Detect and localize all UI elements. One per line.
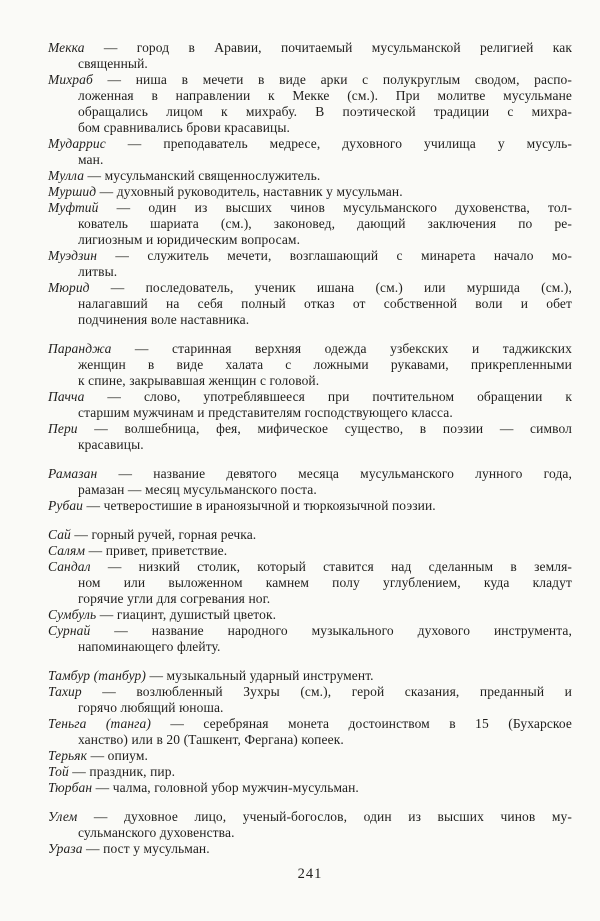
entry-definition-start: духовный руководитель, наставник у мусульман. xyxy=(116,184,403,199)
glossary-entry xyxy=(48,498,572,514)
entry-line: подчинения воле наставника. xyxy=(78,312,250,327)
entry-first-line xyxy=(48,527,572,543)
em-dash-separator: — xyxy=(84,389,144,404)
entry-definition-start: привет, приветствие. xyxy=(105,543,228,558)
entry-definition-start: один из высших чинов мусульманского духовенства, тол- xyxy=(148,200,572,215)
entry-first-line xyxy=(48,498,572,514)
entry-term: Той xyxy=(48,764,69,779)
entry-first-line xyxy=(48,466,572,482)
em-dash-separator: — xyxy=(97,466,154,481)
entry-definition-start: слово, употреблявшееся при почтительном обращении к xyxy=(143,389,572,404)
entry-first-line xyxy=(48,200,572,216)
entry-definition-start: старинная верхняя одежда узбекских и таджикских xyxy=(172,341,572,356)
glossary-entry xyxy=(48,716,572,748)
entry-line: сульманского духовенства. xyxy=(78,825,235,840)
em-dash-separator: — xyxy=(96,184,117,199)
entry-term: Сурнай xyxy=(48,623,91,638)
em-dash-separator: — xyxy=(87,748,108,763)
entry-line: старшим мужчинам и представителям господствующего класса. xyxy=(78,405,453,420)
entry-definition-start: пост у мусульман. xyxy=(103,841,210,856)
entry-line: к спине, закрывавшая женщин с головой. xyxy=(78,373,320,388)
em-dash-separator: — xyxy=(68,764,90,779)
entry-term: Улем xyxy=(48,809,78,824)
glossary-entry xyxy=(48,248,572,280)
entry-first-line xyxy=(48,623,572,639)
entry-term: Мулла xyxy=(48,168,85,183)
entry-definition-start: опиум. xyxy=(107,748,148,763)
glossary-entry xyxy=(48,543,572,559)
entry-term: Пачча xyxy=(48,389,85,404)
entry-line: священный. xyxy=(78,56,148,71)
entry-line: напоминающего флейту. xyxy=(78,639,221,654)
em-dash-separator: — xyxy=(89,280,146,295)
entry-term: Тахир xyxy=(48,684,82,699)
entry-line: ном или выложенном камнем полу углублением, куда кладут xyxy=(78,575,572,590)
entry-first-line xyxy=(48,184,572,200)
em-dash-separator: — xyxy=(145,668,167,683)
glossary-entry xyxy=(48,668,572,684)
em-dash-separator: — xyxy=(92,72,136,87)
em-dash-separator: — xyxy=(70,527,92,542)
entry-definition-start: горный ручей, горная речка. xyxy=(91,527,257,542)
entry-first-line xyxy=(48,764,572,780)
entry-first-line xyxy=(48,716,572,732)
glossary-entry xyxy=(48,421,572,453)
em-dash-separator: — xyxy=(83,498,104,513)
entry-line: горячо любящий юноша. xyxy=(78,700,224,715)
glossary-entry xyxy=(48,72,572,136)
entry-first-line xyxy=(48,841,572,857)
entry-first-line xyxy=(48,780,572,796)
entry-first-line xyxy=(48,168,572,184)
em-dash-separator: — xyxy=(92,780,113,795)
entry-line: налагавший на себя полный отказ от собственной воли и обет xyxy=(78,296,572,311)
entry-line: ханство) или в 20 (Ташкент, Фергана) копеек. xyxy=(78,732,344,747)
glossary-entry xyxy=(48,40,572,72)
entry-line: ложенная в направлении к Мекке (см.). При молитве мусульмане xyxy=(78,88,572,103)
entry-line: бом сравнивались брови красавицы. xyxy=(78,120,290,135)
entry-definition-start: название народного музыкального духового инструмента, xyxy=(151,623,572,638)
entry-line: красавицы. xyxy=(78,437,144,452)
entry-term: Рубаи xyxy=(48,498,84,513)
glossary-entry xyxy=(48,764,572,780)
entry-definition-start: служитель мечети, возглашающий с минарета начало мо- xyxy=(147,248,572,263)
entry-definition-start: серебряная монета достоинством в 15 (Бухарское xyxy=(203,716,572,731)
em-dash-separator: — xyxy=(77,809,124,824)
entry-term: Муршид xyxy=(48,184,97,199)
glossary-group xyxy=(48,668,572,796)
entry-definition-start: гиацинт, душистый цветок. xyxy=(116,607,277,622)
glossary-entry xyxy=(48,748,572,764)
glossary-entry xyxy=(48,184,572,200)
glossary-group xyxy=(48,466,572,514)
entry-line: женщин в виде халата с ложными рукавами, прикрепленными xyxy=(78,357,572,372)
entry-first-line xyxy=(48,389,572,405)
entry-first-line xyxy=(48,280,572,296)
glossary-entry xyxy=(48,623,572,655)
glossary-list xyxy=(48,40,572,857)
glossary-entry xyxy=(48,168,572,184)
entry-term: Мекка xyxy=(48,40,85,55)
entry-first-line xyxy=(48,684,572,700)
entry-line: обращались лицом к михрабу. В поэтической традиции с михра- xyxy=(78,104,572,119)
glossary-group xyxy=(48,341,572,453)
entry-first-line xyxy=(48,668,572,684)
glossary-entry xyxy=(48,559,572,607)
entry-first-line xyxy=(48,248,572,264)
entry-first-line xyxy=(48,748,572,764)
entry-definition-start: ниша в мечети в виде арки с полукруглым сводом, распо- xyxy=(135,72,572,87)
em-dash-separator: — xyxy=(82,841,104,856)
em-dash-separator: — xyxy=(97,248,148,263)
entry-term: Михраб xyxy=(48,72,93,87)
entry-term: Теньга (танга) xyxy=(48,716,151,731)
entry-term: Тюрбан xyxy=(48,780,93,795)
glossary-group xyxy=(48,809,572,857)
glossary-entry xyxy=(48,341,572,389)
entry-term: Рамазан xyxy=(48,466,98,481)
entry-line: горячие угли для согревания ног. xyxy=(78,591,271,606)
em-dash-separator: — xyxy=(150,716,204,731)
entry-definition-start: мусульманский священнослужитель. xyxy=(104,168,321,183)
em-dash-separator: — xyxy=(90,623,152,638)
page-number: 241 xyxy=(297,866,323,882)
em-dash-separator: — xyxy=(84,168,105,183)
entry-definition-start: город в Аравии, почитаемый мусульманской религией как xyxy=(136,40,572,55)
glossary-group xyxy=(48,527,572,655)
entry-first-line xyxy=(48,559,572,575)
entry-first-line xyxy=(48,809,572,825)
entry-definition-start: четверостишие в ираноязычной и тюркоязычной поэзии. xyxy=(103,498,436,513)
entry-definition-start: низкий столик, который ставится над сделанным в земля- xyxy=(138,559,572,574)
entry-term: Сандал xyxy=(48,559,91,574)
entry-definition-start: праздник, пир. xyxy=(89,764,176,779)
entry-term: Салям xyxy=(48,543,86,558)
entry-first-line xyxy=(48,40,572,56)
entry-definition-start: чалма, головной убор мужчин-мусульман. xyxy=(112,780,359,795)
entry-definition-start: музыкальный ударный инструмент. xyxy=(166,668,374,683)
glossary-entry xyxy=(48,527,572,543)
em-dash-separator: — xyxy=(90,559,139,574)
entry-definition-start: название девятого месяца мусульманского лунного года, xyxy=(153,466,572,481)
entry-term: Ураза xyxy=(48,841,83,856)
entry-first-line xyxy=(48,607,572,623)
entry-line: рамазан — месяц мусульманского поста. xyxy=(78,482,317,497)
entry-term: Сай xyxy=(48,527,71,542)
entry-first-line xyxy=(48,341,572,357)
entry-line: ман. xyxy=(78,152,104,167)
entry-first-line xyxy=(48,72,572,88)
entry-line: литвы. xyxy=(78,264,118,279)
glossary-entry xyxy=(48,607,572,623)
glossary-entry xyxy=(48,780,572,796)
em-dash-separator: — xyxy=(77,421,125,436)
entry-first-line xyxy=(48,421,572,437)
entry-line: кователь шариата (см.), законовед, дающий заключения по ре- xyxy=(78,216,572,231)
glossary-entry xyxy=(48,841,572,857)
entry-term: Сумбуль xyxy=(48,607,97,622)
entry-term: Тамбур (танбур) xyxy=(48,668,146,683)
entry-term: Муфтий xyxy=(48,200,99,215)
glossary-entry xyxy=(48,466,572,498)
entry-line: лигиозным и юридическим вопросам. xyxy=(78,232,301,247)
glossary-entry xyxy=(48,809,572,841)
em-dash-separator: — xyxy=(111,341,172,356)
entry-definition-start: волшебница, фея, мифическое существо, в поэзии — символ xyxy=(124,421,572,436)
entry-term: Паранджа xyxy=(48,341,112,356)
em-dash-separator: — xyxy=(85,543,106,558)
entry-term: Терьяк xyxy=(48,748,88,763)
entry-term: Мюрид xyxy=(48,280,90,295)
entry-definition-start: возлюбленный Зухры (см.), герой сказания, преданный и xyxy=(136,684,572,699)
entry-definition-start: преподаватель медресе, духовного училища у мусуль- xyxy=(163,136,572,151)
entry-term: Пери xyxy=(48,421,78,436)
em-dash-separator: — xyxy=(81,684,137,699)
em-dash-separator: — xyxy=(96,607,117,622)
entry-term: Мударрис xyxy=(48,136,106,151)
entry-definition-start: последователь, ученик ишана (см.) или муршида (см.), xyxy=(145,280,572,295)
glossary-entry xyxy=(48,389,572,421)
glossary-entry xyxy=(48,200,572,248)
entry-first-line xyxy=(48,543,572,559)
entry-term: Муэдзин xyxy=(48,248,98,263)
glossary-group xyxy=(48,40,572,328)
glossary-entry xyxy=(48,280,572,328)
em-dash-separator: — xyxy=(84,40,137,55)
em-dash-separator: — xyxy=(98,200,149,215)
em-dash-separator: — xyxy=(105,136,164,151)
entry-first-line xyxy=(48,136,572,152)
glossary-entry xyxy=(48,136,572,168)
glossary-entry xyxy=(48,684,572,716)
entry-definition-start: духовное лицо, ученый-богослов, один из высших чинов му- xyxy=(124,809,572,824)
